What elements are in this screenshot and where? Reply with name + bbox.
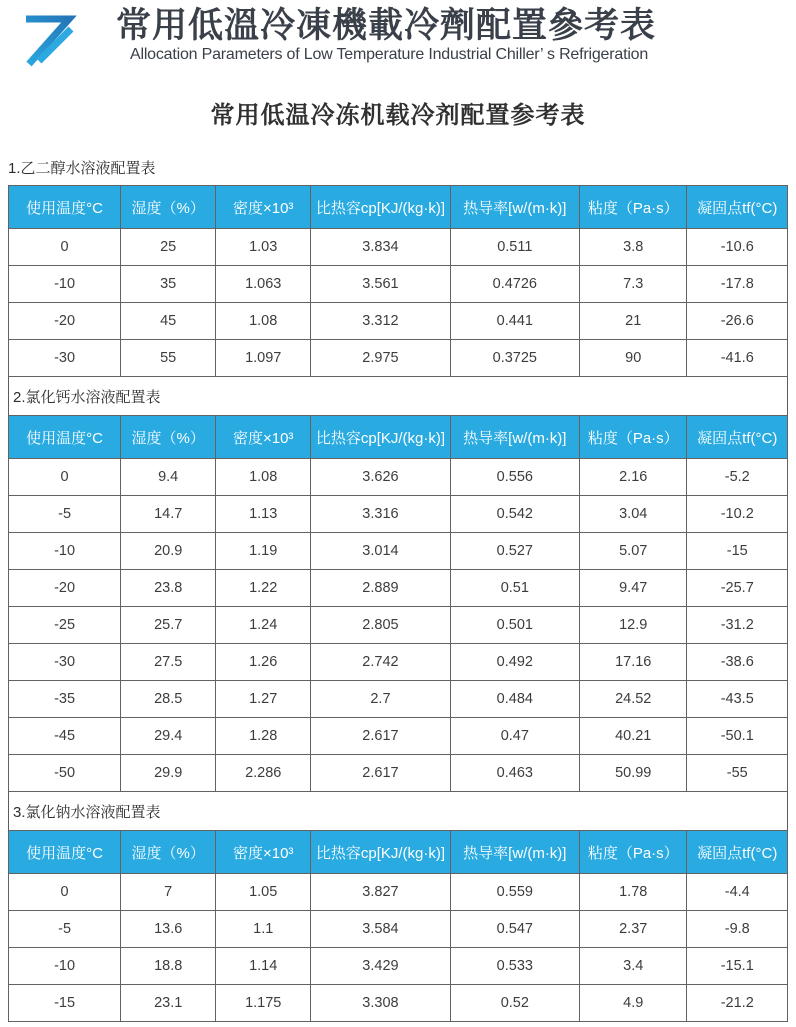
table-cell: 3.316: [311, 496, 450, 533]
table-cell: 1.78: [579, 874, 687, 911]
brand-text: [116, 8, 656, 64]
table-cell: 7.3: [579, 266, 687, 303]
column-header: 粘度（Pa·s）: [579, 831, 687, 874]
table-cell: 5.07: [579, 533, 687, 570]
table-cell: 0.3725: [450, 340, 579, 377]
table-cell: 9.4: [121, 459, 216, 496]
table-row: [9, 533, 788, 570]
table-cell: 14.7: [121, 496, 216, 533]
table-cell: -15.1: [687, 948, 788, 985]
section-3-label: 3.氯化钠水溶液配置表: [8, 792, 788, 830]
table-cell: 1.1: [216, 911, 311, 948]
table-cell: 3.308: [311, 985, 450, 1022]
table-cell: 1.26: [216, 644, 311, 681]
table-cell: 2.975: [311, 340, 450, 377]
table-cell: 3.8: [579, 229, 687, 266]
table-cell: -26.6: [687, 303, 788, 340]
table-cell: -25: [9, 607, 121, 644]
table-row: [9, 459, 788, 496]
table-cell: 3.584: [311, 911, 450, 948]
table-cell: 3.429: [311, 948, 450, 985]
table-cell: 0.4726: [450, 266, 579, 303]
table-cell: 7: [121, 874, 216, 911]
arrow-up-right-logo-icon: [12, 8, 104, 68]
table-cell: 2.37: [579, 911, 687, 948]
table-cell: 2.617: [311, 755, 450, 792]
table-row: [9, 570, 788, 607]
table-cell: 1.13: [216, 496, 311, 533]
table-cell: -5: [9, 911, 121, 948]
table-cell: 0.559: [450, 874, 579, 911]
table-cell: -41.6: [687, 340, 788, 377]
table-cell: 55: [121, 340, 216, 377]
table-cell: 0.542: [450, 496, 579, 533]
table-header-row: [9, 416, 788, 459]
brand-subtitle: Allocation Parameters of Low Temperature Industrial Chiller’ s Refrigeration: [130, 46, 649, 63]
table-cell: 0.511: [450, 229, 579, 266]
column-header: 热导率[w/(m·k)]: [450, 186, 579, 229]
table-cell: -5.2: [687, 459, 788, 496]
table-cell: -30: [9, 644, 121, 681]
table-cell: 13.6: [121, 911, 216, 948]
section-2-label: 2.氯化钙水溶液配置表: [8, 377, 788, 415]
table-sodium-chloride: [8, 830, 788, 1022]
table-cell: 0.492: [450, 644, 579, 681]
table-cell: 3.834: [311, 229, 450, 266]
table-cell: 0: [9, 229, 121, 266]
table-cell: 29.4: [121, 718, 216, 755]
table-ethylene-glycol: [8, 185, 788, 377]
table-cell: 9.47: [579, 570, 687, 607]
table-cell: 2.16: [579, 459, 687, 496]
table-cell: 0: [9, 874, 121, 911]
column-header: 比热容cp[KJ/(kg·k)]: [311, 831, 450, 874]
table-cell: 50.99: [579, 755, 687, 792]
table-cell: 0.47: [450, 718, 579, 755]
column-header: 湿度（%）: [121, 416, 216, 459]
table-cell: -10: [9, 533, 121, 570]
table-cell: 3.312: [311, 303, 450, 340]
table-cell: 0.547: [450, 911, 579, 948]
table-cell: 28.5: [121, 681, 216, 718]
table-cell: 1.03: [216, 229, 311, 266]
table-cell: 0.441: [450, 303, 579, 340]
table-cell: 1.097: [216, 340, 311, 377]
table-cell: -17.8: [687, 266, 788, 303]
column-header: 使用温度°C: [9, 416, 121, 459]
tables-frame: [8, 185, 788, 1022]
table-row: [9, 681, 788, 718]
column-header: 密度×10³: [216, 186, 311, 229]
table-cell: -35: [9, 681, 121, 718]
table-cell: 1.22: [216, 570, 311, 607]
table-row: [9, 755, 788, 792]
table-cell: -10: [9, 948, 121, 985]
table-cell: 2.617: [311, 718, 450, 755]
table-cell: 1.175: [216, 985, 311, 1022]
table-cell: -15: [687, 533, 788, 570]
table-cell: 1.08: [216, 459, 311, 496]
table-cell: 23.8: [121, 570, 216, 607]
column-header: 粘度（Pa·s）: [579, 186, 687, 229]
table-cell: 35: [121, 266, 216, 303]
table-cell: -45: [9, 718, 121, 755]
table-cell: 2.742: [311, 644, 450, 681]
table-cell: -31.2: [687, 607, 788, 644]
column-header: 热导率[w/(m·k)]: [450, 416, 579, 459]
column-header: 湿度（%）: [121, 831, 216, 874]
table-cell: 1.19: [216, 533, 311, 570]
table-row: [9, 607, 788, 644]
table-cell: 90: [579, 340, 687, 377]
table-cell: 2.7: [311, 681, 450, 718]
column-header: 密度×10³: [216, 831, 311, 874]
table-header-row: [9, 831, 788, 874]
table-cell: 1.28: [216, 718, 311, 755]
table-row: [9, 948, 788, 985]
table-cell: -20: [9, 303, 121, 340]
table-cell: -9.8: [687, 911, 788, 948]
column-header: 湿度（%）: [121, 186, 216, 229]
table-cell: -21.2: [687, 985, 788, 1022]
table-cell: 2.805: [311, 607, 450, 644]
table-cell: 1.27: [216, 681, 311, 718]
brand-header: [0, 0, 796, 68]
table-cell: 0.463: [450, 755, 579, 792]
table-cell: 0.484: [450, 681, 579, 718]
table-cell: 4.9: [579, 985, 687, 1022]
table-cell: 17.16: [579, 644, 687, 681]
table-cell: -4.4: [687, 874, 788, 911]
column-header: 比热容cp[KJ/(kg·k)]: [311, 416, 450, 459]
table-cell: -55: [687, 755, 788, 792]
table-row: [9, 229, 788, 266]
table-row: [9, 303, 788, 340]
table-cell: 3.561: [311, 266, 450, 303]
table-cell: 1.24: [216, 607, 311, 644]
table-cell: 25: [121, 229, 216, 266]
table-row: [9, 718, 788, 755]
column-header: 粘度（Pa·s）: [579, 416, 687, 459]
table-row: [9, 496, 788, 533]
table-cell: 0: [9, 459, 121, 496]
table-cell: -43.5: [687, 681, 788, 718]
table-cell: -20: [9, 570, 121, 607]
table-cell: -38.6: [687, 644, 788, 681]
table-cell: 1.08: [216, 303, 311, 340]
table-cell: 20.9: [121, 533, 216, 570]
brand-title: 常用低溫冷凍機載冷劑配置參考表: [116, 6, 657, 45]
column-header: 比热容cp[KJ/(kg·k)]: [311, 186, 450, 229]
table-cell: 1.05: [216, 874, 311, 911]
column-header: 密度×10³: [216, 416, 311, 459]
table-cell: 18.8: [121, 948, 216, 985]
table-cell: 0.533: [450, 948, 579, 985]
table-cell: 24.52: [579, 681, 687, 718]
table-cell: 2.286: [216, 755, 311, 792]
table-cell: 3.4: [579, 948, 687, 985]
table-cell: 0.501: [450, 607, 579, 644]
table-cell: 27.5: [121, 644, 216, 681]
table-row: [9, 985, 788, 1022]
column-header: 使用温度°C: [9, 831, 121, 874]
table-cell: 23.1: [121, 985, 216, 1022]
table-cell: 0.51: [450, 570, 579, 607]
table-cell: -30: [9, 340, 121, 377]
document-title: 常用低温冷冻机载冷剂配置参考表: [210, 102, 586, 129]
table-cell: 3.827: [311, 874, 450, 911]
table-cell: 45: [121, 303, 216, 340]
table-cell: 0.556: [450, 459, 579, 496]
table-cell: 3.626: [311, 459, 450, 496]
table-calcium-chloride: [8, 415, 788, 792]
table-cell: -10.2: [687, 496, 788, 533]
table-cell: 29.9: [121, 755, 216, 792]
column-header: 热导率[w/(m·k)]: [450, 831, 579, 874]
table-cell: 0.527: [450, 533, 579, 570]
table-cell: 21: [579, 303, 687, 340]
section-1-label: 1.乙二醇水溶液配置表: [8, 160, 156, 177]
table-row: [9, 266, 788, 303]
table-row: [9, 644, 788, 681]
table-row: [9, 874, 788, 911]
table-cell: 0.52: [450, 985, 579, 1022]
table-cell: -50.1: [687, 718, 788, 755]
table-cell: 2.889: [311, 570, 450, 607]
table-header-row: [9, 186, 788, 229]
table-row: [9, 911, 788, 948]
table-cell: -15: [9, 985, 121, 1022]
column-header: 凝固点tf(°C): [687, 831, 788, 874]
table-cell: -10.6: [687, 229, 788, 266]
table-cell: 40.21: [579, 718, 687, 755]
table-cell: 3.04: [579, 496, 687, 533]
table-cell: 1.14: [216, 948, 311, 985]
table-cell: -10: [9, 266, 121, 303]
table-cell: 12.9: [579, 607, 687, 644]
table-cell: 25.7: [121, 607, 216, 644]
column-header: 使用温度°C: [9, 186, 121, 229]
table-row: [9, 340, 788, 377]
table-cell: 1.063: [216, 266, 311, 303]
table-cell: 3.014: [311, 533, 450, 570]
table-cell: -25.7: [687, 570, 788, 607]
column-header: 凝固点tf(°C): [687, 186, 788, 229]
table-cell: -5: [9, 496, 121, 533]
column-header: 凝固点tf(°C): [687, 416, 788, 459]
table-cell: -50: [9, 755, 121, 792]
